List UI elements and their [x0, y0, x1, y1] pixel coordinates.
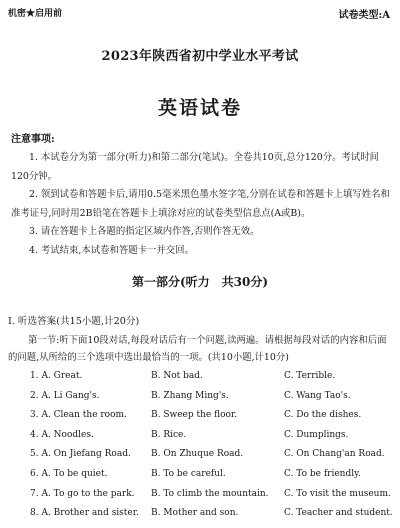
option-c: C. To be friendly.	[284, 468, 361, 479]
option-c: C. On Chang'an Road.	[284, 449, 385, 460]
option-b: B. To be careful.	[151, 468, 226, 479]
note-item: 3. 请在答题卡上各题的指定区域内作答,否则作答无效。	[29, 226, 260, 238]
option-b: B. Zhang Ming's.	[151, 390, 229, 401]
question-row	[30, 410, 392, 430]
option-b: B. Not bad.	[151, 371, 203, 381]
question-row	[30, 430, 392, 450]
option-a: 8. A. Brother and sister.	[30, 508, 139, 519]
note-item: 2. 领到试卷和答题卡后,请用0.5毫米黑色墨水签字笔,分别在试卷和答题卡上填写姓名和准考证号,同时用2B铅笔在答题卡上填涂对应的试卷类型信息点(A或B)。	[11, 189, 390, 219]
option-b: B. To climb the mountain.	[151, 488, 269, 499]
question-row	[30, 469, 392, 489]
option-c: C. To visit the museum.	[284, 488, 391, 499]
option-c: C. Dumplings.	[284, 429, 349, 440]
option-c: C. Do the dishes.	[284, 410, 362, 421]
option-b: B. On Zhuque Road.	[151, 449, 244, 460]
option-b: B. Mother and son.	[151, 508, 239, 519]
option-a: 7. A. To go to the park.	[30, 488, 135, 499]
question-row	[30, 449, 392, 469]
question-row	[30, 391, 392, 411]
question-row	[30, 371, 392, 391]
option-b: B. Rice.	[151, 429, 187, 440]
notes-title: 注意事项:	[11, 134, 55, 145]
paper-type-label: 试卷类型:A	[338, 10, 390, 21]
option-c: C. Teacher and student.	[284, 508, 393, 519]
option-a: 5. A. On Jiefang Road.	[30, 449, 131, 460]
option-a: 4. A. Noodles.	[30, 429, 94, 440]
option-a: 3. A. Clean the room.	[30, 410, 127, 421]
question-row	[30, 489, 392, 509]
option-c: C. Terrible.	[284, 371, 336, 381]
option-a: 2. A. Li Gang's.	[30, 390, 100, 401]
exam-title: 2023年陕西省初中学业水平考试	[101, 49, 299, 64]
option-c: C. Wang Tao's.	[284, 390, 351, 401]
question-list	[30, 371, 392, 528]
option-a: 1. A. Great.	[30, 371, 83, 381]
question-row	[30, 508, 392, 528]
exam-subtitle: 英语试卷	[157, 97, 242, 119]
option-a: 6. A. To be quiet.	[30, 468, 108, 479]
note-item: 1. 本试卷分为第一部分(听力)和第二部分(笔试)。全卷共10页,总分120分。考试时间120分钟。	[11, 152, 379, 182]
confidential-label: 机密★启用前	[8, 9, 63, 19]
note-item: 4. 考试结束,本试卷和答题卡一并交回。	[29, 244, 194, 256]
part-header: 第一部分(听力 共30分)	[131, 275, 269, 289]
top-bar	[8, 6, 390, 21]
section-description: 第一节:听下面10段对话,每段对话后有一个问题,读两遍。请根据每段对话的内容和后面的问题,从所给的三个选项中选出最恰当的一项。(共10小题,计10分)	[8, 335, 387, 363]
option-b: B. Sweep the floor.	[151, 410, 238, 421]
section-title: Ⅰ. 听选答案(共15小题,计20分)	[8, 316, 140, 327]
notes-list	[11, 149, 390, 261]
